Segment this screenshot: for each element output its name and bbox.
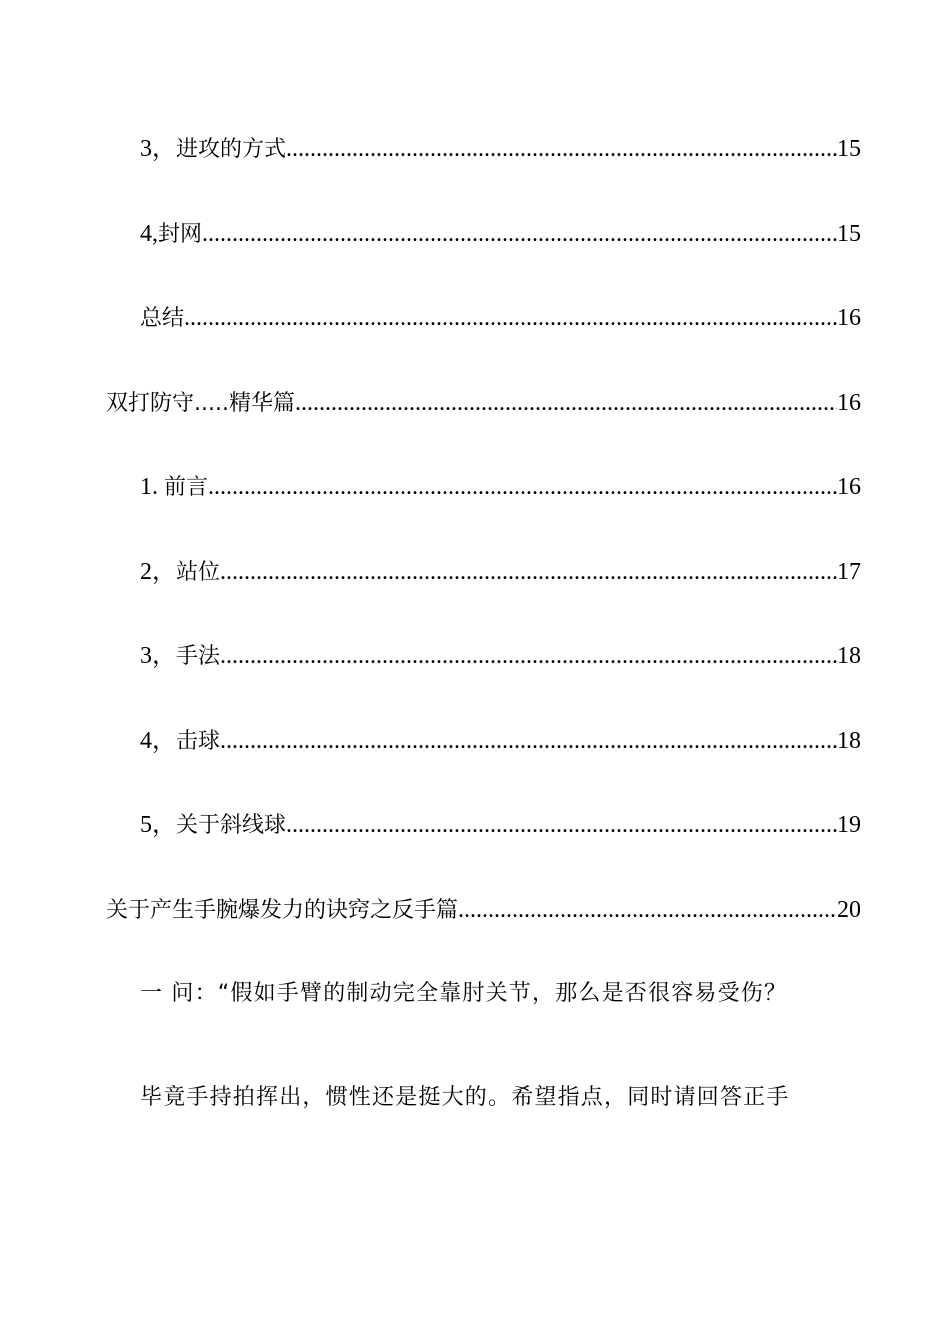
toc-entry-title: 关于产生手腕爆发力的诀窍之反手篇 — [106, 898, 459, 923]
toc-page-number: 19 — [837, 812, 861, 838]
toc-entry-title: 5，关于斜线球 — [140, 812, 287, 838]
toc-page-number: 16 — [837, 474, 861, 500]
toc-entry[interactable] — [0, 131, 950, 167]
toc-page-number: 15 — [837, 136, 861, 162]
body-paragraph-line: 毕竟手持拍挥出，惯性还是挺大的。希望指点，同时请回答正手 — [140, 1085, 790, 1110]
body-paragraph-line: 一 问：“假如手臂的制动完全靠肘关节，那么是否很容易受伤？ — [140, 981, 788, 1006]
toc-entry-title: 3，手法 — [140, 643, 221, 669]
toc-dot-leader — [220, 723, 837, 759]
toc-dot-leader — [208, 469, 837, 505]
toc-entry[interactable] — [0, 892, 950, 928]
toc-entry[interactable] — [0, 385, 950, 421]
toc-page-number: 18 — [837, 728, 861, 754]
toc-entry[interactable] — [0, 723, 950, 759]
toc-dot-leader — [202, 216, 837, 252]
toc-entry[interactable] — [0, 554, 950, 590]
toc-entry-title: 双打防守.....精华篇 — [106, 391, 295, 416]
toc-page-number: 16 — [837, 390, 861, 416]
toc-dot-leader — [220, 638, 837, 674]
toc-entry[interactable] — [0, 300, 950, 336]
toc-entry[interactable] — [0, 469, 950, 505]
toc-entry-title: 4，击球 — [140, 728, 221, 754]
toc-dot-leader — [458, 892, 837, 928]
toc-entry[interactable] — [0, 216, 950, 252]
toc-entry-title: 2，站位 — [140, 559, 221, 585]
toc-page-number: 17 — [837, 559, 861, 585]
toc-dot-leader — [286, 807, 837, 843]
toc-page-number: 20 — [837, 897, 861, 923]
toc-entry[interactable] — [0, 807, 950, 843]
toc-dot-leader — [295, 385, 837, 421]
toc-entry-title: 1. 前言 — [140, 474, 209, 500]
toc-entry[interactable] — [0, 638, 950, 674]
toc-dot-leader — [286, 131, 837, 167]
toc-dot-leader — [184, 300, 837, 336]
toc-entry-title: 总结 — [140, 306, 185, 331]
toc-page-number: 15 — [837, 221, 861, 247]
toc-page-number: 16 — [837, 305, 861, 331]
toc-page-number: 18 — [837, 643, 861, 669]
toc-dot-leader — [220, 554, 837, 590]
toc-entry-title: 4,封网 — [140, 221, 203, 247]
toc-entry-title: 3，进攻的方式 — [140, 136, 287, 162]
